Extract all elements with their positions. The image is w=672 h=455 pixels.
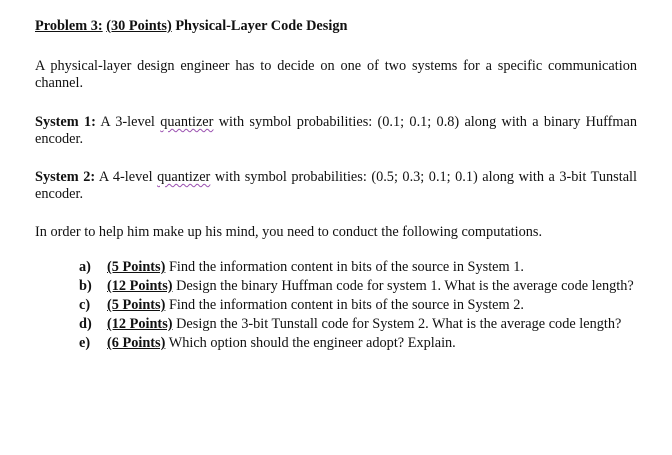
question-text: Design the 3-bit Tunstall code for System 2. What is the average code length? xyxy=(176,316,622,332)
question-points: (12 Points) xyxy=(107,316,173,332)
system1-paragraph xyxy=(35,114,637,148)
system2-quantizer-word: quantizer xyxy=(157,169,211,185)
question-label: b) xyxy=(79,278,92,294)
question-label: d) xyxy=(79,316,92,332)
system2-text-pre: A 4-level xyxy=(98,169,153,185)
question-label: a) xyxy=(79,259,91,275)
question-list xyxy=(35,259,637,352)
system2-label: System 2: xyxy=(35,169,96,185)
question-label: c) xyxy=(79,297,91,313)
system1-quantizer-word: quantizer xyxy=(160,114,214,130)
question-points: (6 Points) xyxy=(107,335,166,351)
question-item-d xyxy=(79,316,637,333)
question-text: Find the information content in bits of the source in System 1. xyxy=(168,259,524,275)
question-text: Design the binary Huffman code for system 1. What is the average code length? xyxy=(176,278,634,294)
question-item-b xyxy=(79,278,637,295)
question-points: (5 Points) xyxy=(107,259,166,275)
problem-document xyxy=(35,18,637,354)
system1-label: System 1: xyxy=(35,114,96,130)
question-label: e) xyxy=(79,335,91,351)
question-points: (12 Points) xyxy=(107,278,173,294)
question-points: (5 Points) xyxy=(107,297,166,313)
question-text: Which option should the engineer adopt? Explain. xyxy=(168,335,456,351)
problem-number: Problem 3: xyxy=(35,18,103,34)
system2-text-post: with symbol probabilities: (0.5; 0.3; 0.1; 0.1) along with a 3-bit Tunstall encoder. xyxy=(35,169,637,202)
question-item-e xyxy=(79,335,637,352)
question-item-a xyxy=(79,259,637,276)
system1-text-pre: A 3-level xyxy=(100,114,155,130)
problem-points: (30 Points) xyxy=(106,18,172,34)
problem-name: Physical-Layer Code Design xyxy=(175,18,348,34)
instruction-paragraph: In order to help him make up his mind, you need to conduct the following computations. xyxy=(35,224,543,240)
question-item-c xyxy=(79,297,637,314)
system2-paragraph xyxy=(35,169,637,203)
system1-text-post: with symbol probabilities: (0.1; 0.1; 0.8) along with a binary Huffman encoder. xyxy=(35,114,638,147)
intro-paragraph: A physical-layer design engineer has to decide on one of two systems for a specific communication channel. xyxy=(35,58,637,91)
problem-title xyxy=(35,18,637,35)
question-text: Find the information content in bits of the source in System 2. xyxy=(168,297,524,313)
